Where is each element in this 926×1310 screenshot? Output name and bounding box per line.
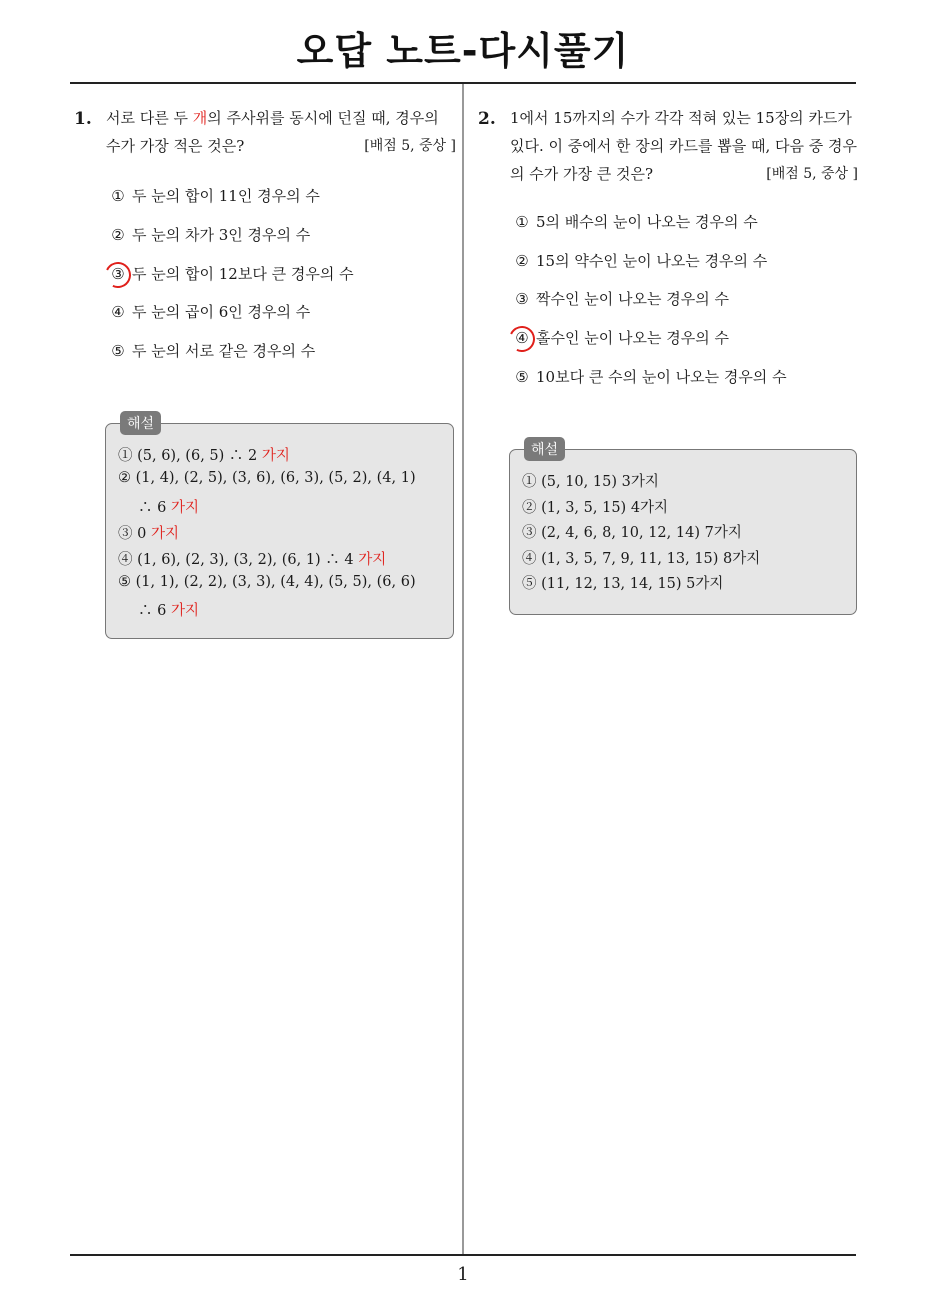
- q1-exp-6-text: ⑤ (1, 1), (2, 2), (3, 3), (4, 4), (5, 5), (6, 6): [118, 574, 416, 590]
- q1-choice-2-text: 두 눈의 차가 3인 경우의 수: [132, 226, 311, 244]
- question-2-text: [510, 104, 858, 188]
- question-1-meta: [배점 5, 중상 ]: [364, 138, 456, 154]
- q1-choice-4-text: 두 눈의 곱이 6인 경우의 수: [132, 303, 311, 321]
- q1-exp-7-text: ∴ 6: [138, 603, 171, 619]
- q2-choice-5-mark: ⑤: [515, 368, 529, 386]
- q2-choice-4-mark-circled: ④: [512, 329, 532, 347]
- q1-explanation-line-6: [118, 574, 416, 590]
- q1-explanation-label: 해설: [120, 411, 161, 435]
- question-1-number: 1.: [74, 109, 92, 129]
- q2-choice-3-mark: ③: [515, 290, 529, 308]
- question-2-number: 2.: [478, 109, 496, 129]
- q2-choice-3-text: 짝수인 눈이 나오는 경우의 수: [536, 290, 729, 308]
- page-number: 1: [457, 1264, 469, 1285]
- q1-exp-4-red: 가지: [150, 526, 179, 542]
- q2-explanation-label: 해설: [524, 437, 565, 461]
- q1-choice-3[interactable]: [108, 263, 354, 284]
- q1-choice-4-mark: ④: [111, 303, 125, 321]
- q1-explanation-line-3: [138, 496, 199, 517]
- q1-exp-1-red: 가지: [261, 448, 290, 464]
- q2-explanation-box: [509, 442, 857, 615]
- q2-choice-4-text: 홀수인 눈이 나오는 경우의 수: [536, 329, 729, 347]
- q1-exp-4-text: ③ 0: [118, 526, 151, 542]
- q1-exp-7-red: 가지: [170, 603, 199, 619]
- question-1-text: [106, 104, 456, 160]
- q2-choice-1-text: 5의 배수의 눈이 나오는 경우의 수: [536, 213, 758, 231]
- q1-choice-5-mark: ⑤: [111, 342, 125, 360]
- q1-explanation-line-2: [118, 470, 416, 486]
- q2-choice-1-mark: ①: [515, 213, 529, 231]
- q2-choice-2[interactable]: [512, 250, 767, 271]
- question-2-body: 1에서 15까지의 수가 각각 적혀 있는 15장의 카드가 있다. 이 중에서 한 장의 카드를 뽑을 때, 다음 중 경우의 수가 가장 큰 것은?: [510, 109, 858, 183]
- q1-explanation-line-7: [138, 599, 199, 620]
- q1-choice-1-text: 두 눈의 합이 11인 경우의 수: [132, 187, 320, 205]
- q1-exp-3-text: ∴ 6: [138, 500, 171, 516]
- q1-choice-1-mark: ①: [111, 187, 125, 205]
- q2-explanation-line-4: ④ (1, 3, 5, 7, 9, 11, 13, 15) 8가지: [522, 551, 761, 567]
- q1-exp-1-text: ① (5, 6), (6, 5) ∴ 2: [118, 448, 262, 464]
- q2-choice-2-mark: ②: [515, 252, 529, 270]
- q1-exp-5-text: ④ (1, 6), (2, 3), (3, 2), (6, 1) ∴ 4: [118, 552, 359, 568]
- q1-explanation-line-5: [118, 548, 386, 569]
- q1-explanation-line-1: [118, 444, 290, 465]
- q1-choice-2[interactable]: [108, 224, 310, 245]
- q1-choice-2-mark: ②: [111, 226, 125, 244]
- column-divider: [462, 84, 464, 1256]
- q1-choice-5[interactable]: [108, 340, 315, 361]
- q1-exp-2-text: ② (1, 4), (2, 5), (3, 6), (6, 3), (5, 2), (4, 1): [118, 470, 416, 486]
- q1-exp-5-red: 가지: [358, 552, 387, 568]
- q2-explanation-line-2: ② (1, 3, 5, 15) 4가지: [522, 500, 669, 516]
- q1-choice-5-text: 두 눈의 서로 같은 경우의 수: [132, 342, 316, 360]
- q2-choice-3[interactable]: [512, 288, 729, 309]
- question-2-meta: [배점 5, 중상 ]: [766, 166, 858, 182]
- q1-exp-3-red: 가지: [170, 500, 199, 516]
- question-1-text-b: 의 주사위를 동시에 던질 때, 경우의 수가 가장 적은 것은?: [106, 109, 439, 155]
- q1-choice-1[interactable]: [108, 185, 320, 206]
- q2-choice-5-text: 10보다 큰 수의 눈이 나오는 경우의 수: [536, 368, 787, 386]
- q1-explanation-line-4: [118, 522, 179, 543]
- q2-explanation-line-5: ⑤ (11, 12, 13, 14, 15) 5가지: [522, 576, 724, 592]
- q2-choice-4[interactable]: [512, 327, 729, 348]
- question-1-highlight: 개: [192, 109, 208, 127]
- q2-choice-1[interactable]: [512, 211, 758, 232]
- q2-explanation-line-3: ③ (2, 4, 6, 8, 10, 12, 14) 7가지: [522, 525, 742, 541]
- page-title: 오답 노트-다시풀기: [296, 29, 630, 73]
- q2-explanation-line-1: ① (5, 10, 15) 3가지: [522, 474, 659, 490]
- q1-choice-3-text: 두 눈의 합이 12보다 큰 경우의 수: [132, 265, 354, 283]
- q2-choice-5[interactable]: [512, 366, 787, 387]
- question-1-text-a: 서로 다른 두: [106, 109, 193, 127]
- q2-choice-2-text: 15의 약수인 눈이 나오는 경우의 수: [536, 252, 768, 270]
- q1-explanation-box: [105, 416, 454, 639]
- q1-choice-3-mark-circled: ③: [108, 265, 128, 283]
- bottom-rule: [70, 1254, 856, 1256]
- q1-choice-4[interactable]: [108, 301, 310, 322]
